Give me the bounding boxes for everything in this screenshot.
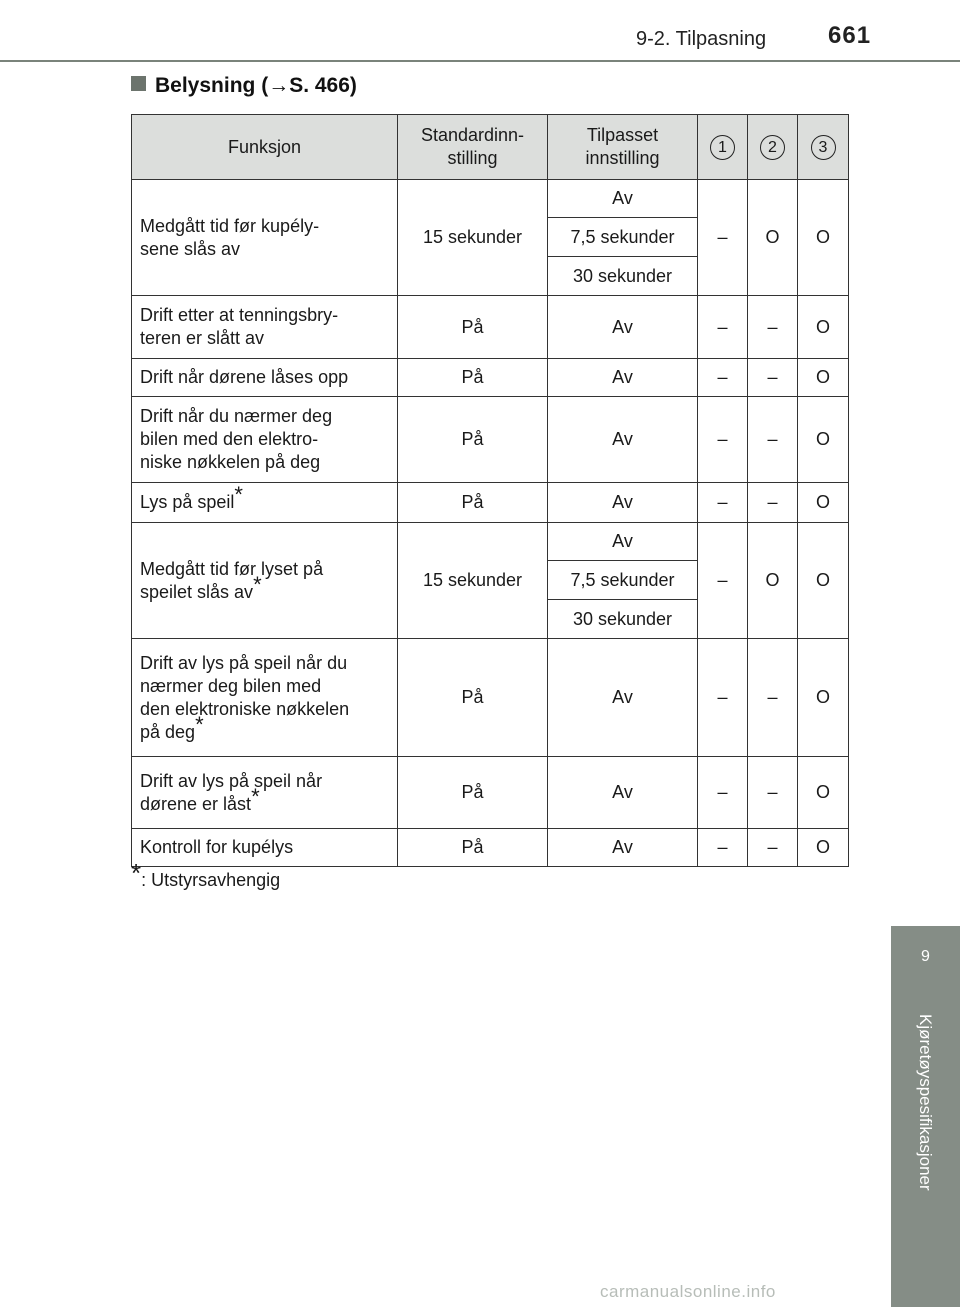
function-cell: Drift når dørene låses opp: [132, 359, 398, 397]
reference-arrow-icon: →: [268, 74, 290, 97]
option-cell: Av: [548, 359, 698, 397]
option-cell: 7,5 sekunder: [548, 218, 698, 257]
col3-cell: O: [798, 180, 849, 296]
function-text: Lys på speil: [140, 492, 235, 512]
watermark: carmanualsonline.info: [600, 1282, 776, 1301]
col2-cell: –: [748, 359, 798, 397]
col-header-1: [698, 115, 748, 180]
running-header-section: 9-2. Tilpasning: [636, 28, 767, 50]
function-text: Drift av lys på speil når du nærmer deg bilen med den elektroniske nøkkelen på deg: [140, 652, 350, 742]
col3-cell: O: [798, 639, 849, 757]
col-header-default: Standardinn- stilling: [398, 115, 548, 180]
default-cell: På: [398, 296, 548, 359]
option-cell: Av: [548, 180, 698, 218]
function-cell: [132, 639, 398, 757]
default-cell: På: [398, 639, 548, 757]
option-cell: Av: [548, 397, 698, 483]
default-cell: På: [398, 829, 548, 867]
col1-cell: –: [698, 523, 748, 639]
footnote-asterisk: *: [253, 571, 262, 597]
chapter-number: 9: [921, 948, 930, 965]
col2-cell: –: [748, 757, 798, 829]
col3-cell: O: [798, 757, 849, 829]
col2-cell: –: [748, 829, 798, 867]
table-row: [132, 180, 849, 218]
col3-cell: O: [798, 397, 849, 483]
option-cell: 7,5 sekunder: [548, 561, 698, 600]
function-text: Medgått tid før lyset på speilet slås av: [140, 558, 324, 602]
default-cell: 15 sekunder: [398, 523, 548, 639]
option-cell: Av: [548, 757, 698, 829]
function-cell: Kontroll for kupélys: [132, 829, 398, 867]
table-row: [132, 359, 849, 397]
table-row: [132, 829, 849, 867]
col1-cell: –: [698, 359, 748, 397]
col2-cell: –: [748, 296, 798, 359]
default-cell: På: [398, 757, 548, 829]
chapter-label: Kjøretøyspesifikasjoner: [916, 1014, 935, 1191]
default-cell: På: [398, 397, 548, 483]
table-header-row: [132, 115, 849, 180]
footnote-text: : Utstyrsavhengig: [141, 870, 281, 890]
col3-cell: O: [798, 523, 849, 639]
header-divider: [0, 60, 960, 62]
col3-cell: O: [798, 829, 849, 867]
col1-cell: –: [698, 639, 748, 757]
col2-cell: –: [748, 483, 798, 523]
table-row: [132, 397, 849, 483]
col1-cell: –: [698, 296, 748, 359]
function-cell: Medgått tid før kupély- sene slås av: [132, 180, 398, 296]
col1-cell: –: [698, 829, 748, 867]
col1-cell: –: [698, 180, 748, 296]
col3-cell: O: [798, 483, 849, 523]
page-number: 661: [828, 22, 872, 49]
option-cell: Av: [548, 296, 698, 359]
option-cell: Av: [548, 829, 698, 867]
section-page-reference[interactable]: S. 466): [289, 74, 357, 97]
function-cell: Drift etter at tenningsbry- teren er slått av: [132, 296, 398, 359]
circled-1-icon: 1: [710, 135, 735, 160]
table-row: [132, 483, 849, 523]
function-cell: [132, 757, 398, 829]
default-cell: På: [398, 359, 548, 397]
table-row: [132, 757, 849, 829]
footnote-asterisk: *: [195, 711, 204, 737]
col1-cell: –: [698, 483, 748, 523]
col-header-function: Funksjon: [132, 115, 398, 180]
col-header-3: [798, 115, 849, 180]
chapter-side-tab[interactable]: [891, 926, 960, 1307]
col2-cell: –: [748, 397, 798, 483]
col3-cell: O: [798, 359, 849, 397]
option-cell: 30 sekunder: [548, 257, 698, 296]
function-cell: [132, 483, 398, 523]
col1-cell: –: [698, 757, 748, 829]
col3-cell: O: [798, 296, 849, 359]
function-cell: Drift når du nærmer deg bilen med den elektro- niske nøkkelen på deg: [132, 397, 398, 483]
section-title: [131, 74, 357, 98]
table-row: [132, 523, 849, 561]
circled-3-icon: 3: [811, 135, 836, 160]
function-text: Drift av lys på speil når dørene er låst: [140, 770, 323, 814]
section-title-text: Belysning (: [155, 74, 269, 97]
footnote-asterisk: *: [251, 783, 260, 809]
option-cell: Av: [548, 523, 698, 561]
function-cell: [132, 523, 398, 639]
lighting-settings-table: [131, 114, 849, 867]
option-cell: Av: [548, 639, 698, 757]
footnote-asterisk: *: [234, 482, 243, 507]
col2-cell: O: [748, 523, 798, 639]
option-cell: 30 sekunder: [548, 600, 698, 639]
default-cell: På: [398, 483, 548, 523]
circled-2-icon: 2: [760, 135, 785, 160]
section-square-icon: [131, 76, 146, 91]
table-row: [132, 639, 849, 757]
col1-cell: –: [698, 397, 748, 483]
col2-cell: O: [748, 180, 798, 296]
col2-cell: –: [748, 639, 798, 757]
col-header-custom: Tilpasset innstilling: [548, 115, 698, 180]
option-cell: Av: [548, 483, 698, 523]
default-cell: 15 sekunder: [398, 180, 548, 296]
col-header-2: [748, 115, 798, 180]
footnote-asterisk: *: [131, 858, 142, 888]
table-row: [132, 296, 849, 359]
footnote: [131, 858, 281, 891]
